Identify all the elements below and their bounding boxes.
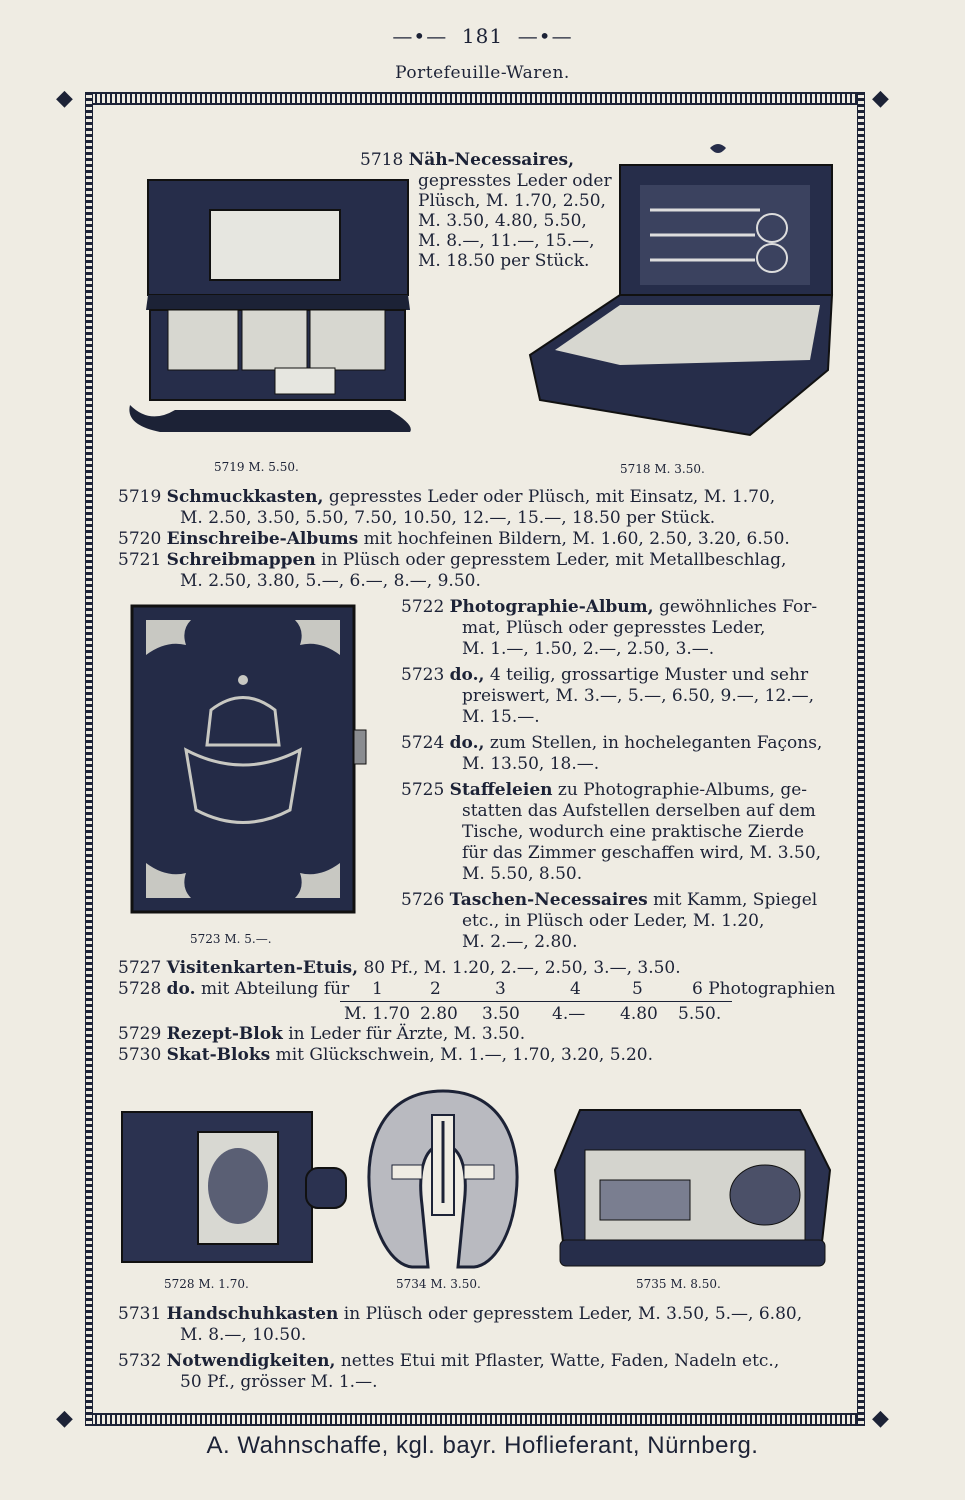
frame-right-border <box>857 92 865 1426</box>
count-cell: 5 <box>632 979 643 999</box>
entry-text: gewöhnliches For- <box>659 597 818 617</box>
price-cell: 3.50 <box>482 1004 520 1024</box>
price-cell: 4.— <box>552 1004 586 1024</box>
caption-5728: 5728 M. 1.70. <box>164 1277 249 1291</box>
photo-album-illustration <box>126 600 376 918</box>
entry-5727-line1 <box>118 958 681 979</box>
entry-number: 5722 <box>401 597 445 617</box>
entry-number: 5730 <box>118 1045 162 1065</box>
entry-5718-line: M. 8.—, 11.—, 15.—, <box>418 231 595 251</box>
entry-5731-line2: M. 8.—, 10.50. <box>180 1325 307 1345</box>
entry-5722-line3: M. 1.—, 1.50, 2.—, 2.50, 3.—. <box>462 639 715 659</box>
entry-5724-line1 <box>401 733 822 754</box>
caption-5734: 5734 M. 3.50. <box>396 1277 481 1291</box>
price-cell: M. 1.70 <box>344 1004 411 1024</box>
entry-text: mit Abteilung für <box>200 979 350 999</box>
entry-5730-line1 <box>118 1045 653 1066</box>
count-cell: 4 <box>570 979 581 999</box>
entry-5732-line1 <box>118 1351 779 1372</box>
page-number-row <box>0 24 965 48</box>
caption-5735: 5735 M. 8.50. <box>636 1277 721 1291</box>
entry-number: 5732 <box>118 1351 162 1371</box>
entry-5729-line1 <box>118 1024 525 1045</box>
horseshoe-thermometer-illustration <box>362 1085 524 1271</box>
entry-name: Näh-Necessaires, <box>408 150 575 170</box>
entry-5725-line2: statten das Aufstellen derselben auf dem <box>462 801 816 821</box>
card-case-illustration <box>120 1108 350 1266</box>
count-cell: 3 <box>495 979 506 999</box>
entry-text: zum Stellen, in hocheleganten Façons, <box>489 733 823 753</box>
ornament-left: —•— <box>392 24 462 48</box>
sewing-case-illustration <box>510 140 840 440</box>
entry-number: 5726 <box>401 890 445 910</box>
entry-5723-line3: M. 15.—. <box>462 707 540 727</box>
entry-5718-line: Plüsch, M. 1.70, 2.50, <box>418 191 606 211</box>
entry-number: 5731 <box>118 1304 162 1324</box>
entry-5726-line3: M. 2.—, 2.80. <box>462 932 578 952</box>
price-cell: 2.80 <box>420 1004 458 1024</box>
entry-name: do., <box>449 665 485 685</box>
entry-5725-line1 <box>401 780 807 801</box>
price-cell: 5.50. <box>678 1004 722 1024</box>
ornament-right: —•— <box>503 24 573 48</box>
entry-5725-line3: Tische, wodurch eine praktische Zierde <box>462 822 805 842</box>
price-cell: 4.80 <box>620 1004 658 1024</box>
travel-case-illustration <box>550 1100 835 1270</box>
entry-name: do. <box>166 979 196 999</box>
entry-number: 5728 <box>118 979 162 999</box>
entry-name: Schmuckkasten, <box>166 487 324 507</box>
entry-5724-line2: M. 13.50, 18.—. <box>462 754 600 774</box>
publisher-footer: A. Wahnschaffe, kgl. bayr. Hoflieferant, Nürnberg. <box>206 1432 759 1459</box>
entry-text: in Plüsch oder gepresstem Leder, mit Metallbeschlag, <box>321 550 787 570</box>
entry-name: Rezept-Blok <box>166 1024 283 1044</box>
entry-number: 5721 <box>118 550 162 570</box>
entry-name: Einschreibe-Albums <box>166 529 359 549</box>
entry-text: in Plüsch oder gepresstem Leder, M. 3.50, 5.—, 6.80, <box>343 1304 803 1324</box>
entry-number: 5723 <box>401 665 445 685</box>
entry-text: mit Kamm, Spiegel <box>653 890 818 910</box>
entry-number: 5719 <box>118 487 162 507</box>
entry-name: do., <box>449 733 485 753</box>
caption-5723: 5723 M. 5.—. <box>190 932 272 946</box>
entry-text: zu Photographie-Albums, ge- <box>557 780 808 800</box>
entry-5718-line: M. 18.50 per Stück. <box>418 251 590 271</box>
count-cell: 2 <box>430 979 441 999</box>
entry-5721-line2: M. 2.50, 3.80, 5.—, 6.—, 8.—, 9.50. <box>180 571 481 591</box>
entry-name: Notwendigkeiten, <box>166 1351 336 1371</box>
entry-text: gepresstes Leder oder Plüsch, mit Einsatz, M. 1.70, <box>328 487 776 507</box>
corner-ornament-top-right: ◆ <box>872 86 889 111</box>
entry-text: nettes Etui mit Pflaster, Watte, Faden, Nadeln etc., <box>340 1351 780 1371</box>
frame-top-border <box>85 92 865 105</box>
entry-5718-line: gepresstes Leder oder <box>418 171 612 191</box>
entry-name: Photographie-Album, <box>449 597 654 617</box>
entry-5731-line1 <box>118 1304 802 1325</box>
entry-number: 5729 <box>118 1024 162 1044</box>
entry-text: mit Glückschwein, M. 1.—, 1.70, 3.20, 5.20. <box>275 1045 653 1065</box>
entry-name: Staffeleien <box>449 780 553 800</box>
entry-text: in Leder für Ärzte, M. 3.50. <box>288 1024 526 1044</box>
entry-5726-line1 <box>401 890 817 911</box>
entry-name: Handschuhkasten <box>166 1304 339 1324</box>
entry-5726-line2: etc., in Plüsch oder Leder, M. 1.20, <box>462 911 765 931</box>
entry-5723-line1 <box>401 665 808 686</box>
entry-name: Schreibmappen <box>166 550 316 570</box>
corner-ornament-bottom-left: ◆ <box>56 1406 73 1431</box>
entry-5732-line2: 50 Pf., grösser M. 1.—. <box>180 1372 378 1392</box>
corner-ornament-top-left: ◆ <box>56 86 73 111</box>
entry-text: 4 teilig, grossartige Muster und sehr <box>489 665 809 685</box>
jewelry-box-illustration <box>120 170 420 445</box>
price-table-rule <box>340 1001 732 1002</box>
entry-name: Taschen-Necessaires <box>449 890 648 910</box>
entry-name: Skat-Bloks <box>166 1045 271 1065</box>
frame-left-border <box>85 92 93 1426</box>
page-number: 181 <box>461 24 504 48</box>
section-title: Portefeuille-Waren. <box>395 63 570 83</box>
entry-5718-line: M. 3.50, 4.80, 5.50, <box>418 211 587 231</box>
count-cell: 6 Photographien <box>692 979 836 999</box>
count-cell: 1 <box>372 979 383 999</box>
entry-5723-line2: preiswert, M. 3.—, 5.—, 6.50, 9.—, 12.—, <box>462 686 815 706</box>
entry-5725-line4: für das Zimmer geschaffen wird, M. 3.50, <box>462 843 822 863</box>
entry-name: Visitenkarten-Etuis, <box>166 958 359 978</box>
entry-5720-line1 <box>118 529 790 550</box>
entry-number: 5727 <box>118 958 162 978</box>
entry-number: 5724 <box>401 733 445 753</box>
entry-5722-line2: mat, Plüsch oder gepresstes Leder, <box>462 618 766 638</box>
entry-5719-line2: M. 2.50, 3.50, 5.50, 7.50, 10.50, 12.—, 15.—, 18.50 per Stück. <box>180 508 716 528</box>
entry-text: 80 Pf., M. 1.20, 2.—, 2.50, 3.—, 3.50. <box>363 958 681 978</box>
entry-5721-line1 <box>118 550 786 571</box>
frame-bottom-border <box>85 1413 865 1426</box>
caption-5719: 5719 M. 5.50. <box>214 460 299 474</box>
entry-5719-line1 <box>118 487 775 508</box>
caption-5718: 5718 M. 3.50. <box>620 462 705 476</box>
corner-ornament-bottom-right: ◆ <box>872 1406 889 1431</box>
entry-5725-line5: M. 5.50, 8.50. <box>462 864 583 884</box>
entry-text: mit hochfeinen Bildern, M. 1.60, 2.50, 3.20, 6.50. <box>363 529 790 549</box>
entry-5722-line1 <box>401 597 817 618</box>
entry-5728-line1 <box>118 979 349 1000</box>
entry-number: 5725 <box>401 780 445 800</box>
entry-number: 5720 <box>118 529 162 549</box>
entry-number: 5718 <box>360 150 404 170</box>
